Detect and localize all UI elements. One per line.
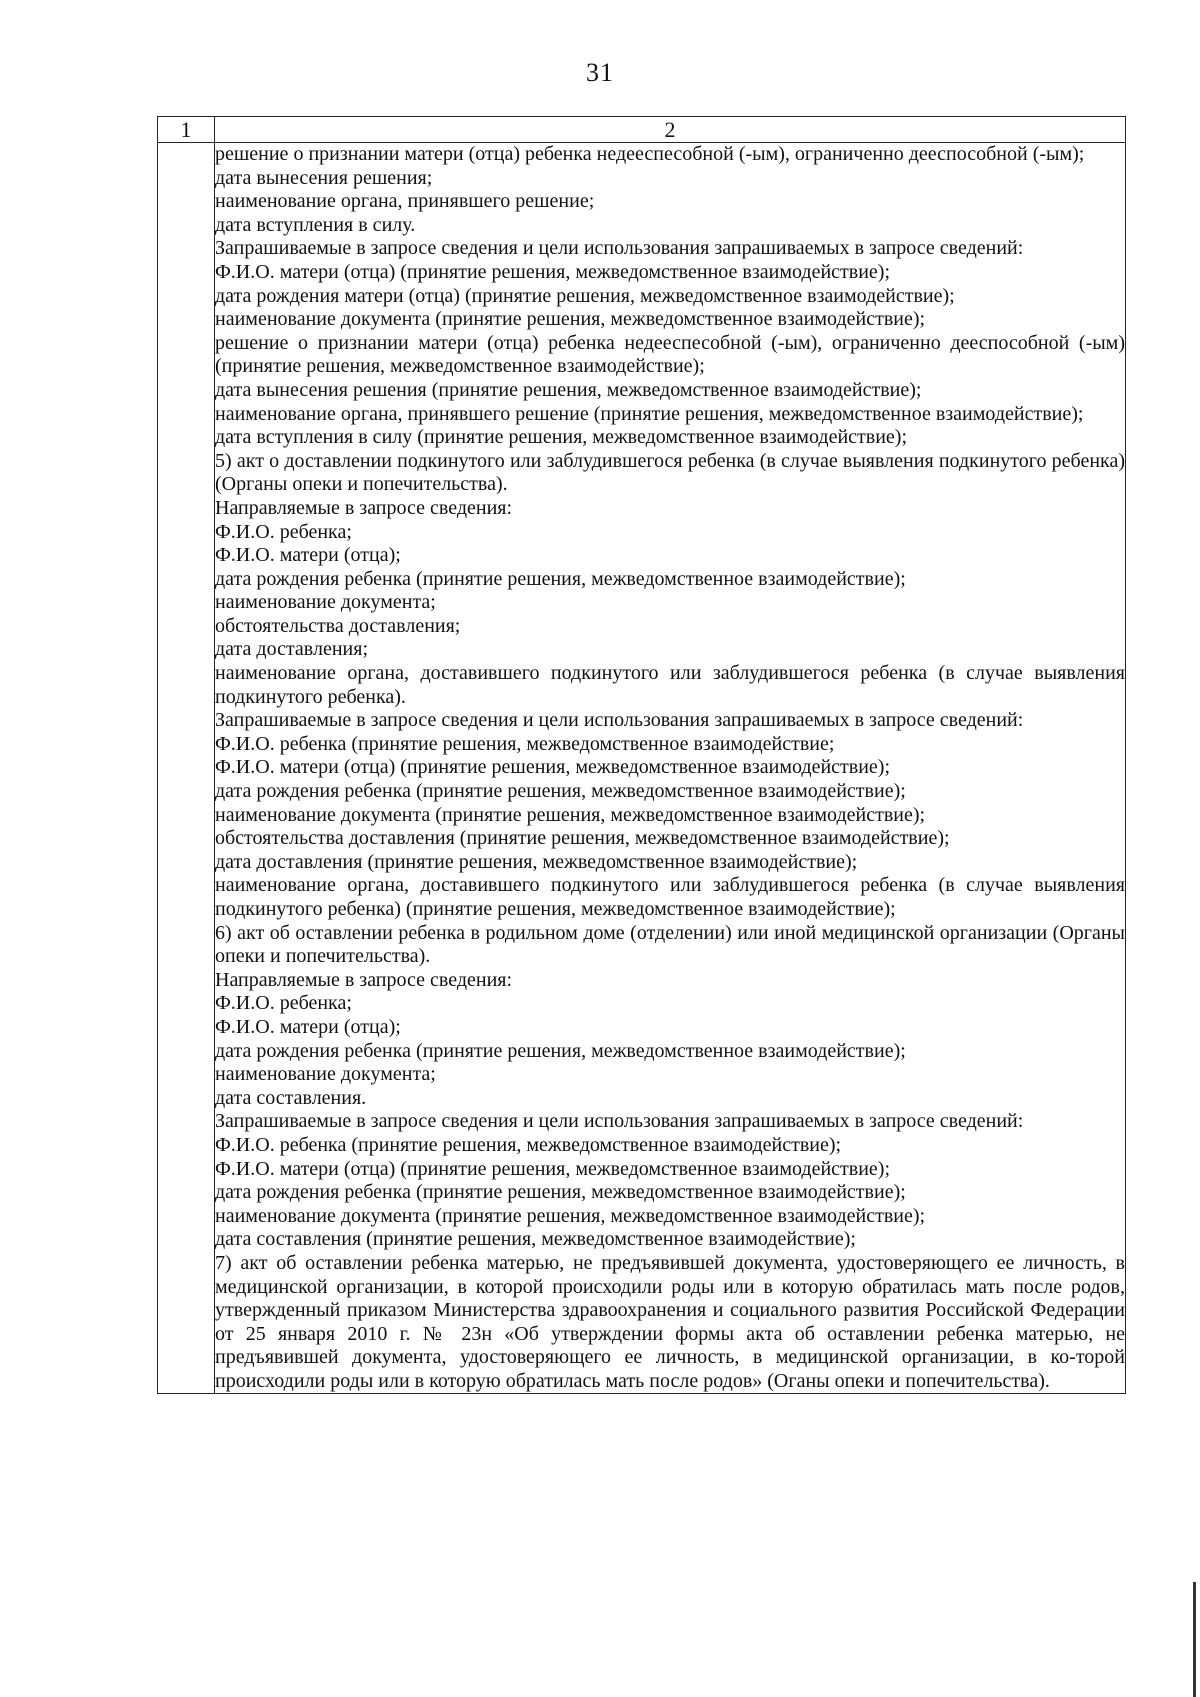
text-line: 5) акт о доставлении подкинутого или заблудившегося ребенка (в случае выявления подкинутого ребенка) (Органы опеки и попечительства). [215,449,1125,496]
text-line: дата вступления в силу (принятие решения, межведомственное взаимодействие); [215,426,908,449]
text-line: Направляемые в запросе сведения: [215,496,513,519]
text-line: Ф.И.О. ребенка (принятие решения, межведомственное взаимодействие); [215,1133,842,1156]
text-line: дата доставления (принятие решения, межведомственное взаимодействие); [215,850,858,873]
text-line: дата вступления в силу. [215,213,416,236]
column-header-2: 2 [215,117,1126,143]
page-number: 31 [586,58,614,87]
text-line: Ф.И.О. матери (отца) (принятие решения, межведомственное взаимодействие); [215,1157,891,1180]
text-line: наименование документа; [215,591,436,614]
text-line: дата вынесения решения (принятие решения, межведомственное взаимодействие); [215,378,922,401]
text-line: дата составления (принятие решения, межведомственное взаимодействие); [215,1228,856,1251]
text-line: дата рождения ребенка (принятие решения, межведомственное взаимодействие); [215,567,906,590]
text-line: наименование документа (принятие решения, межведомственное взаимодействие); [215,308,926,331]
text-line: 7) акт об оставлении ребенка матерью, не предъявившей документа, удостоверяющего ее личность, в медицинской организации, в которой происходили роды или в которую обратилась мать после родов, утвержденный приказом Министерства здравоохранения и социального развития Российской Федерации от 25 января 2010 г. № 23н «Об утверждении формы акта об оставлении ребенка матерью, не предъявившей документа, удостоверяющего ее личность, в медицинской организации, в ко-торой происходили роды или в которую обратилась мать после родов» (Оганы опеки и попечительства). [215,1251,1125,1392]
text-line: Запрашиваемые в запросе сведения и цели использования запрашиваемых в запросе сведений: [215,237,1024,260]
table-header-row [158,117,1126,143]
text-line: Ф.И.О. матери (отца) (принятие решения, межведомственное взаимодействие); [215,756,891,779]
document-table [157,116,1126,1394]
text-line: дата составления. [215,1086,367,1109]
text-line: Ф.И.О. ребенка; [215,520,352,543]
text-line: решение о признании матери (отца) ребенка недееспесобной (-ым), ограниченно дееспособной (-ым) (принятие решения, межведомственное взаимодействие); [215,331,1125,378]
text-line: Ф.И.О. матери (отца); [215,544,401,567]
text-line: дата рождения ребенка (принятие решения, межведомственное взаимодействие); [215,780,906,803]
scan-edge-mark [1193,1582,1196,1697]
text-line: наименование органа, принявшего решение (принятие решения, межведомственное взаимодействие); [215,402,1084,425]
text-line: Запрашиваемые в запросе сведения и цели использования запрашиваемых в запросе сведений: [215,1110,1024,1133]
table-row [158,143,1126,1394]
text-line: дата рождения ребенка (принятие решения, межведомственное взаимодействие); [215,1181,906,1204]
text-line: дата доставления; [215,638,369,661]
text-line: наименование документа (принятие решения, межведомственное взаимодействие); [215,1204,926,1227]
text-line: дата рождения ребенка (принятие решения, межведомственное взаимодействие); [215,1039,906,1062]
text-line: обстоятельства доставления (принятие решения, межведомственное взаимодействие); [215,827,950,850]
text-line: Направляемые в запросе сведения: [215,968,513,991]
text-line: наименование документа (принятие решения, межведомственное взаимодействие); [215,803,926,826]
text-line: Ф.И.О. матери (отца) (принятие решения, межведомственное взаимодействие); [215,260,891,283]
text-line: решение о признании матери (отца) ребенка недееспесобной (-ым), ограниченно дееспособной (-ым); [215,143,1085,165]
text-line: Ф.И.О. ребенка (принятие решения, межведомственное взаимодействие; [215,732,835,755]
text-line: наименование органа, принявшего решение; [215,190,595,213]
column-header-1: 1 [158,117,215,143]
text-line: наименование органа, доставившего подкинутого или заблудившегося ребенка (в случае выявления подкинутого ребенка) (принятие решения, межведомственное взаимодействие); [215,874,1125,920]
text-line: Ф.И.О. матери (отца); [215,1015,401,1038]
row-number-cell [158,143,215,1394]
text-line: наименование органа, доставившего подкинутого или заблудившегося ребенка (в случае выявления подкинутого ребенка). [215,662,1125,708]
text-line: дата вынесения решения; [215,166,433,189]
text-line: наименование документа; [215,1063,436,1086]
text-line: дата рождения матери (отца) (принятие решения, межведомственное взаимодействие); [215,284,955,307]
text-line: Запрашиваемые в запросе сведения и цели использования запрашиваемых в запросе сведений: [215,709,1024,732]
text-line: обстоятельства доставления; [215,614,461,637]
text-line: 6) акт об оставлении ребенка в родильном доме (отделении) или иной медицинской организации (Органы опеки и попечительства). [215,921,1125,968]
text-line: Ф.И.О. ребенка; [215,992,352,1015]
content-cell [215,143,1126,1394]
